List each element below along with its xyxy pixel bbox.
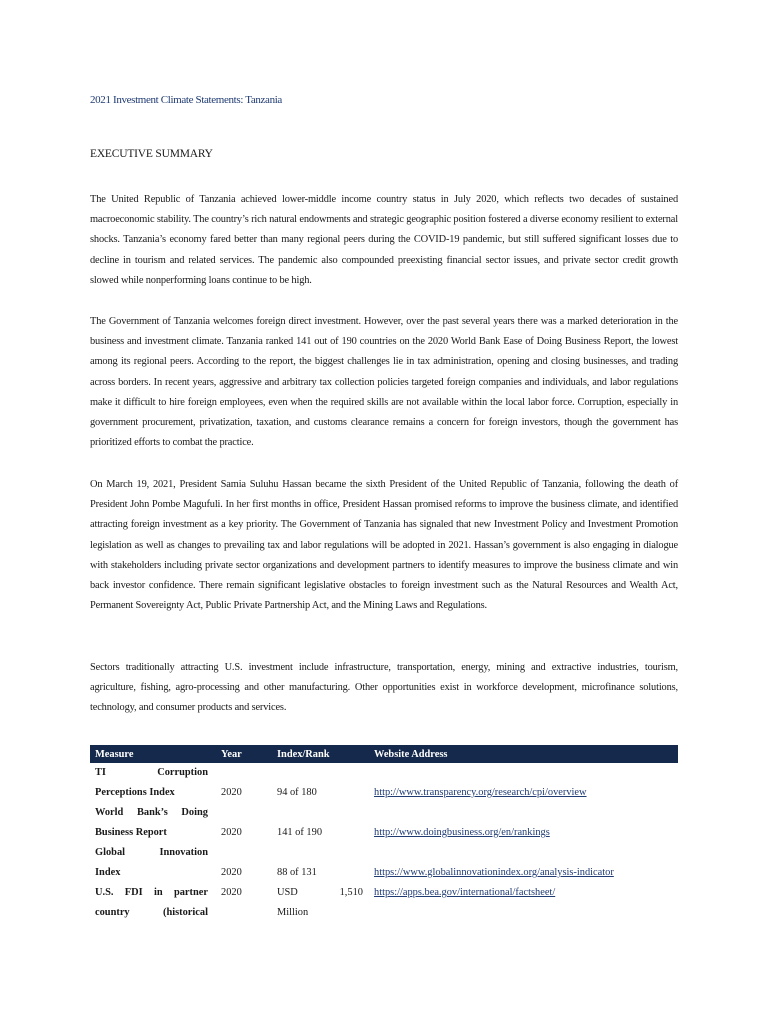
measure-cell (90, 843, 216, 883)
year-cell: 2020 (221, 887, 242, 898)
rank-cell: 88 of 131 (277, 867, 317, 878)
measure-cell (90, 803, 216, 843)
website-cell (369, 883, 678, 923)
paragraph: The Government of Tanzania welcomes foreign direct investment. However, over the past several years there was a marked deterioration in the business and investment climate. Tanzania ranked 141 out of 190 countries on the 2020 World Bank Ease of Doing Business Report, the lowest among its regional peers. According to the report, the biggest challenges lie in tax administration, opening and closing businesses, and trading across borders. In recent years, aggressive and arbitrary tax collection policies targeted foreign companies and individuals, and labor regulations make it difficult to hire foreign employees, even when the required skills are not available within the local labor force. Corruption, especially in government procurement, privatization, taxation, and customs clearance remains a concern for foreign investors, though the government has prioritized efforts to combat the practice. (90, 316, 678, 449)
paragraph: The United Republic of Tanzania achieved lower-middle income country status in July 2020, which reflects two decades of sustained macroeconomic stability. The country’s rich natural endowments and strategic geographic position fostered a diverse economy resilient to external shocks. Tanzania’s economy fared better than many regional peers during the COVID-19 pandemic, but still suffered significant losses due to decline in tourism and related services. The pandemic also compounded preexisting financial sector issues, and private sector credit growth slowed while nonperforming loans continue to be high. (90, 194, 678, 286)
website-link[interactable]: https://apps.bea.gov/international/factsheet/ (374, 887, 556, 898)
measure-line: World Bank’s Doing (95, 807, 208, 818)
measure-cell (90, 883, 216, 923)
investment-indicators-table (90, 745, 678, 923)
year-cell: 2020 (221, 827, 242, 838)
measure-line: country (historical (95, 907, 208, 918)
measure-line: Business Report (95, 827, 167, 838)
table-row (90, 763, 678, 803)
website-cell (369, 843, 678, 883)
website-link[interactable]: https://www.globalinnovationindex.org/analysis-indicator (374, 867, 614, 878)
paragraph: Sectors traditionally attracting U.S. investment include infrastructure, transportation, energy, mining and extractive industries, tourism, agriculture, fishing, agro-processing and other manufacturing. Other opportunities exist in workforce development, microfinance solutions, technology, and consumer products and services. (90, 662, 678, 714)
header-measure: Measure (90, 745, 216, 763)
website-cell (369, 803, 678, 843)
website-cell (369, 763, 678, 803)
rank-cell: 141 of 190 (277, 827, 323, 838)
year-cell: 2020 (221, 787, 242, 798)
measure-line: Perceptions Index (95, 787, 175, 798)
website-link[interactable]: http://www.transparency.org/research/cpi/overview (374, 787, 587, 798)
header-index-rank: Index/Rank (272, 745, 369, 763)
measure-line: U.S. FDI in partner (95, 887, 208, 898)
year-cell: 2020 (221, 867, 242, 878)
header-year: Year (216, 745, 272, 763)
website-link[interactable]: http://www.doingbusiness.org/en/rankings (374, 827, 550, 838)
rank-unit: Million (277, 907, 309, 918)
rank-cell (272, 883, 369, 923)
table-header-row (90, 745, 678, 763)
measure-line: TI Corruption (95, 767, 208, 778)
table-row (90, 803, 678, 843)
document-title: 2021 Investment Climate Statements: Tanzania (90, 94, 282, 106)
table-row (90, 883, 678, 923)
table-row (90, 843, 678, 883)
measure-line: Global Innovation (95, 847, 208, 858)
paragraph: On March 19, 2021, President Samia Suluhu Hassan became the sixth President of the United Republic of Tanzania, following the death of President John Pombe Magufuli. In her first months in office, President Hassan promised reforms to improve the business climate, and identified attracting foreign investment as a key priority. The Government of Tanzania has signaled that new Investment Policy and Investment Promotion legislation as well as changes to prevailing tax and labor regulations will be adopted in 2021. Hassan’s government is also engaging in dialogue with stakeholders including private sector organizations and development partners to identify measures to improve the business climate and win back investor confidence. There remain significant legislative obstacles to foreign investment such as the Natural Resources and Wealth Act, Permanent Sovereignty Act, Public Private Partnership Act, and the Mining Laws and Regulations. (90, 479, 678, 612)
rank-cell: 94 of 180 (277, 787, 317, 798)
rank-value: 1,510 (339, 887, 363, 898)
measure-line: Index (95, 867, 121, 878)
header-website-address: Website Address (369, 745, 678, 763)
section-heading: EXECUTIVE SUMMARY (90, 148, 213, 160)
rank-currency: USD (277, 887, 298, 898)
measure-cell (90, 763, 216, 803)
